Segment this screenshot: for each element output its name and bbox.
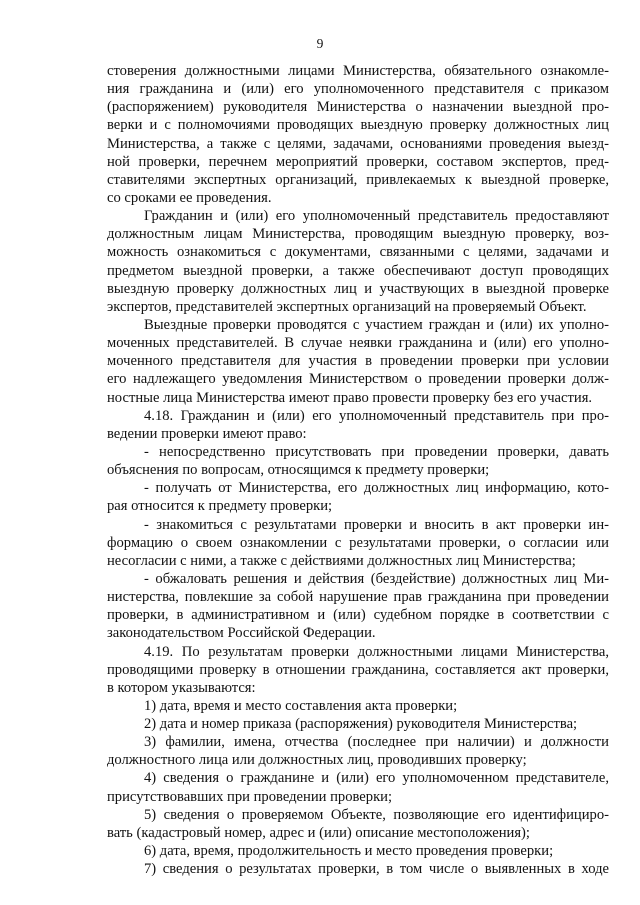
text-line: Министерства, а также с целями, задачами, основаниями проведения выезд- <box>107 135 609 152</box>
text-line: 7) сведения о результатах проверки, в том числе о выявленных в ходе <box>144 861 609 878</box>
text-line: 4) сведения о гражданине и (или) его уполномоченном представителе, <box>144 770 609 787</box>
text-line: ведении проверки имеют право: <box>107 425 307 442</box>
text-line: 3) фамилии, имена, отчества (последнее при наличии) и должности <box>144 734 609 751</box>
document-body <box>107 62 609 878</box>
text-line: его надлежащего уведомления Министерством о проведении проверки долж- <box>107 371 609 388</box>
text-line: должностным лицам Министерства, проводящим выездную проверку, воз- <box>107 226 609 243</box>
text-line: (распоряжением) руководителя Министерства о назначении выездной про- <box>107 99 609 116</box>
text-line: формацию о своем ознакомлении с результатами проверки, о согласии или <box>107 534 609 551</box>
text-line: - получать от Министерства, его должностных лиц информацию, кото- <box>144 480 609 497</box>
text-line: ной проверки, перечнем мероприятий проверки, составом экспертов, пред- <box>107 153 609 170</box>
text-line: 4.19. По результатам проверки должностными лицами Министерства, <box>144 643 609 660</box>
text-line: стоверения должностными лицами Министерства, обязательного ознакомле- <box>107 63 609 79</box>
text-line: - обжаловать решения и действия (бездействие) должностных лиц Ми- <box>144 570 609 587</box>
text-line: должностного лица или должностных лиц, проводивших проверку; <box>107 752 527 769</box>
text-line: 5) сведения о проверяемом Объекте, позволяющие его идентифициро- <box>144 806 609 823</box>
text-line: 4.18. Гражданин и (или) его уполномоченный представитель при про- <box>144 407 609 424</box>
text-line: Выездные проверки проводятся с участием граждан и (или) их уполно- <box>144 316 609 333</box>
text-line: ностные лица Министерства имеют право провести проверку без его участия. <box>107 389 593 406</box>
text-line: моченного представителя для участия в проведении проверки при условии <box>107 353 609 370</box>
text-line: можность ознакомиться с документами, связанными с целями, задачами и <box>107 244 609 261</box>
text-line: 6) дата, время, продолжительность и место проведения проверки; <box>144 843 554 860</box>
text-line: проверки, в административном и (или) судебном порядке в соответствии с <box>107 607 609 624</box>
text-line: ния гражданина и (или) его уполномоченного представителя с приказом <box>107 81 609 98</box>
text-line: рая относится к предмету проверки; <box>107 498 333 515</box>
text-line: верки и с полномочиями проводящих выездную проверку должностных лиц <box>107 117 609 134</box>
text-line: предметом выездной проверки, а также обеспечивают доступ проводящих <box>107 262 609 279</box>
text-line: в котором указываются: <box>107 679 256 696</box>
page-number: 9 <box>316 36 324 51</box>
text-line: 1) дата, время и место составления акта проверки; <box>144 697 458 714</box>
text-line: присутствовавших при проведении проверки; <box>107 788 393 805</box>
text-line: моченных представителей. В случае неявки гражданина и (или) его уполно- <box>107 335 609 352</box>
text-line: несогласии с ними, а также с действиями должностных лиц Министерства; <box>107 552 576 569</box>
text-line: - знакомиться с результатами проверки и вносить в акт проверки ин- <box>144 516 609 533</box>
text-line: 2) дата и номер приказа (распоряжения) руководителя Министерства; <box>144 716 578 733</box>
text-line: законодательством Российской Федерации. <box>107 625 376 642</box>
text-line: проводящими проверку в отношении гражданина, составляется акт проверки, <box>107 661 609 678</box>
text-line: нистерства, повлекшие за собой нарушение прав гражданина при проведении <box>107 589 609 606</box>
text-line: ставителями экспертных организаций, привлекаемых к выездной проверке, <box>107 171 609 188</box>
text-line: - непосредственно присутствовать при проведении проверки, давать <box>144 443 609 460</box>
text-line: Гражданин и (или) его уполномоченный представитель предоставляют <box>144 208 609 225</box>
text-line: выездную проверку должностных лиц и участвующих в выездной проверке <box>107 280 609 297</box>
text-line: вать (кадастровый номер, адрес и (или) описание местоположения); <box>107 824 530 841</box>
text-line: объяснения по вопросам, относящимся к предмету проверки; <box>107 462 490 479</box>
text-line: со сроками ее проведения. <box>107 189 272 206</box>
text-line: экспертов, представителей экспертных организаций на проверяемый Объект. <box>107 298 587 315</box>
